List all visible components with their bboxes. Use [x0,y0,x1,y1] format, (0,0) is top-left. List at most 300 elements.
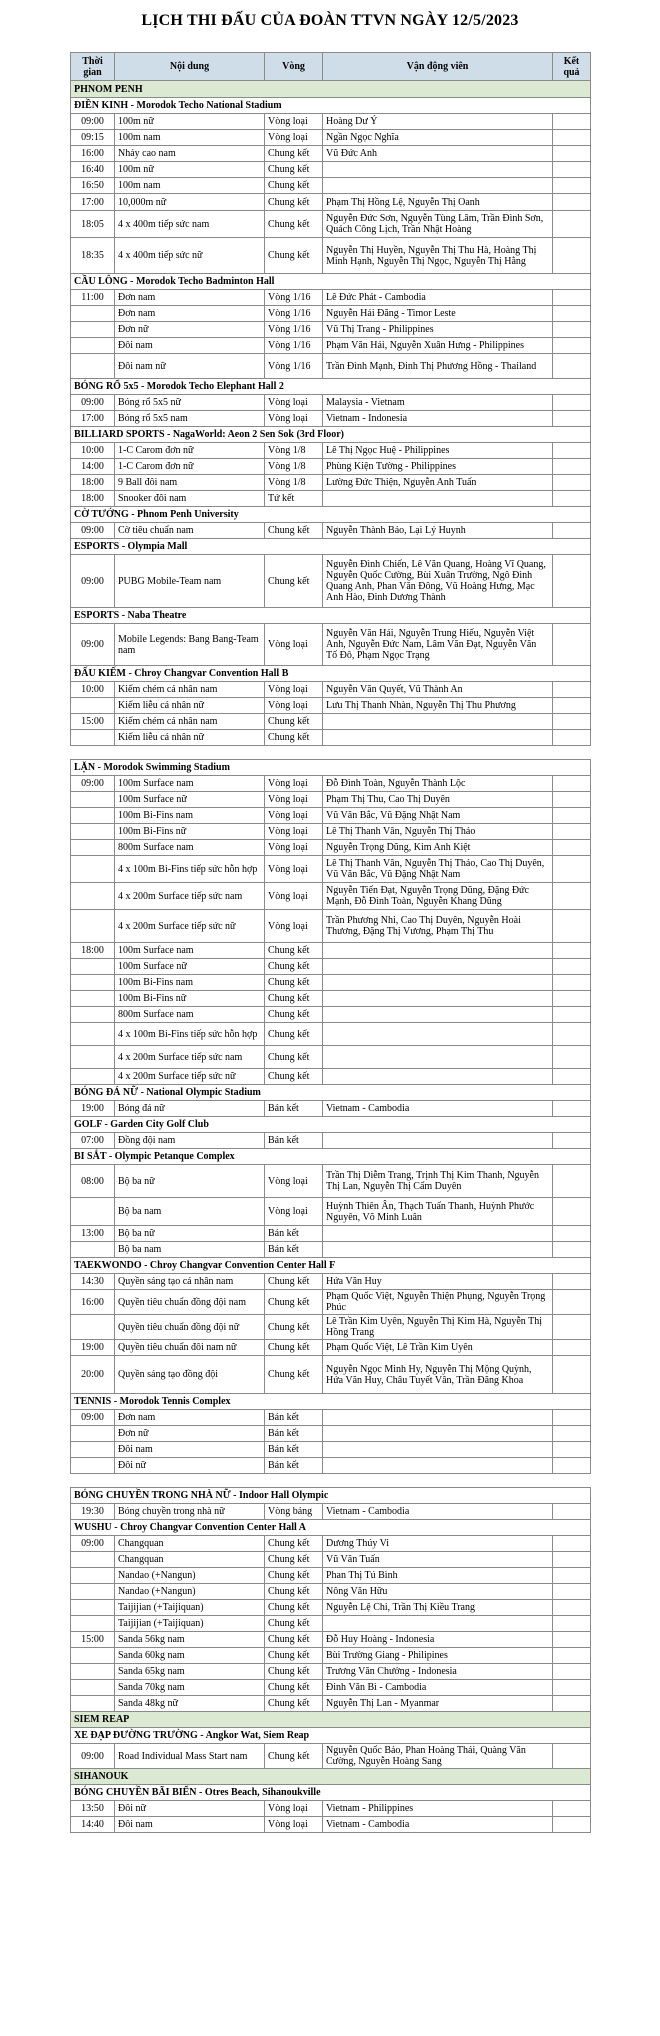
athletes-cell [323,1458,553,1474]
event-cell: 100m Bi-Fins nam [115,808,265,824]
venue-row [71,1785,591,1801]
athletes-cell [323,1616,553,1632]
result-cell [553,1356,591,1394]
venue-row [71,507,591,523]
event-cell: Đơn nam [115,290,265,306]
result-cell [553,1046,591,1069]
event-row [71,856,591,883]
event-row [71,1356,591,1394]
round-cell: Vòng loại [265,114,323,130]
round-cell: Vòng bảng [265,1504,323,1520]
event-row [71,1536,591,1552]
athletes-cell [323,943,553,959]
event-cell: 100m nữ [115,114,265,130]
round-cell: Vòng loại [265,682,323,698]
event-row [71,290,591,306]
result-cell [553,114,591,130]
round-cell: Vòng loại [265,130,323,146]
event-row [71,1165,591,1198]
event-row [71,306,591,322]
time-cell: 09:00 [71,1410,115,1426]
result-cell [553,1536,591,1552]
time-cell [71,975,115,991]
event-row [71,1426,591,1442]
round-cell: Vòng loại [265,808,323,824]
time-cell [71,338,115,354]
venue-name: LẶN - Morodok Swimming Stadium [71,760,591,776]
time-cell: 14:40 [71,1817,115,1833]
event-cell: Road Individual Mass Start nam [115,1744,265,1769]
event-row [71,178,591,194]
result-cell [553,491,591,507]
page-title: LỊCH THI ĐẤU CỦA ĐOÀN TTVN NGÀY 12/5/2023 [141,12,519,29]
athletes-cell [323,162,553,178]
result-cell [553,1664,591,1680]
athletes-cell: Nguyễn Trọng Dũng, Kim Anh Kiệt [323,840,553,856]
event-row [71,1568,591,1584]
city-row [71,1712,591,1728]
event-cell: 100m Surface nam [115,776,265,792]
venue-name: BÓNG RỔ 5x5 - Morodok Techo Elephant Hall 2 [71,379,591,395]
time-cell: 13:50 [71,1801,115,1817]
venue-row [71,1117,591,1133]
event-cell: Taijijian (+Taijiquan) [115,1616,265,1632]
event-row [71,824,591,840]
event-row [71,194,591,211]
time-cell [71,1007,115,1023]
athletes-cell: Vũ Văn Tuấn [323,1552,553,1568]
result-cell [553,1315,591,1340]
round-cell: Chung kết [265,1632,323,1648]
result-cell [553,322,591,338]
result-cell [553,238,591,274]
venue-name: ESPORTS - Olympia Mall [71,539,591,555]
result-cell [553,290,591,306]
venue-name: TENNIS - Morodok Tennis Complex [71,1394,591,1410]
athletes-cell: Vietnam - Cambodia [323,1101,553,1117]
athletes-cell: Nguyễn Thị Huyền, Nguyễn Thị Thu Hà, Hoàng Thị Minh Hạnh, Nguyễn Thị Ngọc, Nguyễn Thị Hằng [323,238,553,274]
athletes-cell: Trần Đình Mạnh, Đinh Thị Phương Hồng - Thailand [323,354,553,379]
event-row [71,1290,591,1315]
time-cell: 18:05 [71,211,115,238]
event-row [71,1198,591,1226]
event-row [71,1133,591,1149]
event-cell: Bộ ba nam [115,1242,265,1258]
event-cell: Đôi nam [115,338,265,354]
result-cell [553,856,591,883]
time-cell [71,910,115,943]
athletes-cell: Phùng Kiện Tường - Philippines [323,459,553,475]
athletes-cell: Đỗ Đình Toàn, Nguyễn Thành Lộc [323,776,553,792]
event-cell: Sanda 65kg nam [115,1664,265,1680]
result-cell [553,523,591,539]
event-row [71,1410,591,1426]
venue-row [71,539,591,555]
event-cell: 100m Bi-Fins nam [115,975,265,991]
event-cell: Sanda 60kg nam [115,1648,265,1664]
event-cell: 4 x 400m tiếp sức nữ [115,238,265,274]
result-cell [553,555,591,608]
event-cell: Kiếm chém cá nhân nam [115,714,265,730]
event-row [71,1340,591,1356]
event-cell: Đơn nữ [115,1426,265,1442]
time-cell [71,698,115,714]
time-cell: 18:35 [71,238,115,274]
time-cell: 19:30 [71,1504,115,1520]
round-cell: Chung kết [265,1340,323,1356]
round-cell: Chung kết [265,1552,323,1568]
event-cell: Bóng chuyền trong nhà nữ [115,1504,265,1520]
venue-row [71,427,591,443]
round-cell: Vòng loại [265,792,323,808]
athletes-cell: Vietnam - Indonesia [323,411,553,427]
event-row [71,555,591,608]
result-cell [553,162,591,178]
athletes-cell: Vietnam - Cambodia [323,1504,553,1520]
venue-name: ĐIỀN KINH - Morodok Techo National Stadium [71,98,591,114]
result-cell [553,411,591,427]
event-row [71,1069,591,1085]
venue-name: ESPORTS - Naba Theatre [71,608,591,624]
result-cell [553,1584,591,1600]
time-cell [71,1198,115,1226]
round-cell: Chung kết [265,1069,323,1085]
athletes-cell: Lưu Thị Thanh Nhàn, Nguyễn Thị Thu Phương [323,698,553,714]
result-cell [553,395,591,411]
result-cell [553,1007,591,1023]
round-cell: Chung kết [265,1046,323,1069]
result-cell [553,991,591,1007]
time-cell [71,1616,115,1632]
round-cell: Bán kết [265,1226,323,1242]
athletes-cell: Nguyễn Văn Quyết, Vũ Thành An [323,682,553,698]
athletes-cell: Nguyễn Quốc Bảo, Phan Hoàng Thái, Quàng Văn Cường, Nguyễn Hoàng Sang [323,1744,553,1769]
result-cell [553,1616,591,1632]
round-cell: Chung kết [265,1274,323,1290]
athletes-cell: Trần Phương Nhi, Cao Thị Duyên, Nguyễn Hoài Thương, Đặng Thị Vương, Phạm Thị Thu [323,910,553,943]
round-cell: Chung kết [265,1568,323,1584]
event-cell: 800m Surface nam [115,840,265,856]
time-cell [71,1600,115,1616]
round-cell: Vòng 1/16 [265,322,323,338]
time-cell [71,1458,115,1474]
header-athletes: Vận động viên [323,53,553,81]
event-cell: Quyền tiêu chuẩn đồng đội nữ [115,1315,265,1340]
result-cell [553,1069,591,1085]
event-cell: Cờ tiêu chuẩn nam [115,523,265,539]
event-row [71,698,591,714]
result-cell [553,1568,591,1584]
event-row [71,1552,591,1568]
city-row [71,81,591,98]
venue-row [71,608,591,624]
athletes-cell [323,1410,553,1426]
round-cell: Chung kết [265,1584,323,1600]
round-cell: Chung kết [265,1600,323,1616]
time-cell [71,1069,115,1085]
event-cell: 100m Bi-Fins nữ [115,824,265,840]
time-cell: 13:00 [71,1226,115,1242]
event-cell: Kiếm liễu cá nhân nữ [115,730,265,746]
time-cell [71,1664,115,1680]
time-cell: 09:00 [71,555,115,608]
athletes-cell: Nguyễn Thành Bảo, Lại Lý Huynh [323,523,553,539]
round-cell: Vòng loại [265,698,323,714]
venue-name: BI SẮT - Olympic Petanque Complex [71,1149,591,1165]
event-cell: Nhảy cao nam [115,146,265,162]
venue-name: WUSHU - Chroy Changvar Convention Center Hall A [71,1520,591,1536]
result-cell [553,130,591,146]
round-cell: Chung kết [265,714,323,730]
result-cell [553,459,591,475]
time-cell: 17:00 [71,411,115,427]
round-cell: Chung kết [265,1023,323,1046]
result-cell [553,1410,591,1426]
event-row [71,1696,591,1712]
athletes-cell: Phạm Văn Hải, Nguyễn Xuân Hưng - Philippines [323,338,553,354]
event-row [71,943,591,959]
time-cell: 16:00 [71,1290,115,1315]
round-cell: Vòng 1/16 [265,354,323,379]
time-cell [71,1584,115,1600]
event-row [71,1101,591,1117]
event-row [71,840,591,856]
athletes-cell [323,1242,553,1258]
header-event: Nội dung [115,53,265,81]
time-cell: 14:00 [71,459,115,475]
event-cell: Bóng đá nữ [115,1101,265,1117]
result-cell [553,808,591,824]
athletes-cell [323,714,553,730]
event-cell: Nandao (+Nangun) [115,1584,265,1600]
athletes-cell [323,1069,553,1085]
event-row [71,354,591,379]
venue-row [71,98,591,114]
event-row [71,338,591,354]
result-cell [553,714,591,730]
round-cell: Vòng 1/8 [265,443,323,459]
city-name: SIEM REAP [71,1712,591,1728]
round-cell: Chung kết [265,1680,323,1696]
result-cell [553,1680,591,1696]
venue-row [71,274,591,290]
athletes-cell: Nguyễn Đức Sơn, Nguyễn Tùng Lâm, Trần Đình Sơn, Quách Công Lịch, Trần Nhật Hoàng [323,211,553,238]
round-cell: Vòng loại [265,395,323,411]
event-row [71,523,591,539]
time-cell [71,1680,115,1696]
event-cell: Đôi nữ [115,1801,265,1817]
result-cell [553,910,591,943]
result-cell [553,682,591,698]
venue-name: TAEKWONDO - Chroy Changvar Convention Center Hall F [71,1258,591,1274]
round-cell: Chung kết [265,1648,323,1664]
athletes-cell: Lê Trần Kim Uyên, Nguyễn Thị Kim Hà, Nguyễn Thị Hồng Trang [323,1315,553,1340]
event-row [71,1600,591,1616]
event-row [71,395,591,411]
athletes-cell: Phạm Quốc Việt, Lê Trần Kim Uyên [323,1340,553,1356]
venue-row [71,1488,591,1504]
athletes-cell [323,1426,553,1442]
event-cell: Quyền tiêu chuẩn đôi nam nữ [115,1340,265,1356]
venue-row [71,1520,591,1536]
event-row [71,1315,591,1340]
venue-row [71,760,591,776]
athletes-cell: Lường Đức Thiện, Nguyễn Anh Tuấn [323,475,553,491]
venue-row [71,1149,591,1165]
round-cell: Vòng loại [265,776,323,792]
round-cell: Vòng loại [265,840,323,856]
athletes-cell: Lê Thị Thanh Vân, Nguyễn Thị Thảo [323,824,553,840]
event-row [71,1584,591,1600]
round-cell: Chung kết [265,1356,323,1394]
athletes-cell [323,1046,553,1069]
result-cell [553,943,591,959]
result-cell [553,146,591,162]
event-cell: 4 x 200m Surface tiếp sức nam [115,883,265,910]
event-cell: 4 x 100m Bi-Fins tiếp sức hỗn hợp [115,856,265,883]
spacer-cell [71,1474,591,1488]
athletes-cell: Malaysia - Vietnam [323,395,553,411]
athletes-cell [323,1007,553,1023]
event-row [71,1744,591,1769]
result-cell [553,1442,591,1458]
venue-name: BILLIARD SPORTS - NagaWorld: Aeon 2 Sen Sok (3rd Floor) [71,427,591,443]
round-cell: Vòng 1/16 [265,338,323,354]
result-cell [553,1023,591,1046]
city-row [71,1769,591,1785]
round-cell: Chung kết [265,730,323,746]
time-cell: 10:00 [71,443,115,459]
event-cell: Changquan [115,1536,265,1552]
time-cell: 18:00 [71,491,115,507]
event-cell: Bộ ba nam [115,1198,265,1226]
event-row [71,1632,591,1648]
time-cell: 07:00 [71,1133,115,1149]
venue-name: CẦU LÔNG - Morodok Techo Badminton Hall [71,274,591,290]
city-name: PHNOM PENH [71,81,591,98]
event-row [71,624,591,666]
time-cell [71,1426,115,1442]
round-cell: Chung kết [265,211,323,238]
event-cell: Đơn nam [115,306,265,322]
result-cell [553,1504,591,1520]
time-cell: 17:00 [71,194,115,211]
event-row [71,411,591,427]
event-row [71,1458,591,1474]
time-cell: 09:00 [71,523,115,539]
result-cell [553,1133,591,1149]
athletes-cell: Hứa Văn Huy [323,1274,553,1290]
round-cell: Chung kết [265,943,323,959]
time-cell [71,354,115,379]
event-row [71,776,591,792]
result-cell [553,1648,591,1664]
time-cell: 19:00 [71,1340,115,1356]
event-row [71,975,591,991]
event-row [71,792,591,808]
time-cell [71,856,115,883]
time-cell [71,1442,115,1458]
round-cell: Bán kết [265,1426,323,1442]
event-cell: Đơn nữ [115,322,265,338]
round-cell: Chung kết [265,1007,323,1023]
result-cell [553,1744,591,1769]
event-cell: 4 x 200m Surface tiếp sức nữ [115,1069,265,1085]
round-cell: Vòng loại [265,411,323,427]
athletes-cell: Lê Thị Ngọc Huệ - Philippines [323,443,553,459]
result-cell [553,1817,591,1833]
event-row [71,1242,591,1258]
event-cell: Kiếm liễu cá nhân nữ [115,698,265,714]
event-row [71,114,591,130]
time-cell [71,1648,115,1664]
athletes-cell [323,1226,553,1242]
event-cell: 4 x 200m Surface tiếp sức nữ [115,910,265,943]
athletes-cell [323,959,553,975]
athletes-cell: Đỗ Huy Hoàng - Indonesia [323,1632,553,1648]
event-row [71,1680,591,1696]
athletes-cell [323,1023,553,1046]
round-cell: Chung kết [265,1315,323,1340]
event-cell: 4 x 200m Surface tiếp sức nam [115,1046,265,1069]
result-cell [553,730,591,746]
time-cell: 09:00 [71,624,115,666]
round-cell: Vòng loại [265,1165,323,1198]
result-cell [553,306,591,322]
event-row [71,730,591,746]
time-cell [71,1242,115,1258]
event-row [71,959,591,975]
event-row [71,714,591,730]
event-cell: 4 x 100m Bi-Fins tiếp sức hỗn hợp [115,1023,265,1046]
round-cell: Vòng loại [265,1817,323,1833]
round-cell: Chung kết [265,1616,323,1632]
time-cell: 09:00 [71,114,115,130]
header-result: Kết quả [553,53,591,81]
round-cell: Tứ kết [265,491,323,507]
round-cell: Bán kết [265,1410,323,1426]
round-cell: Vòng 1/16 [265,290,323,306]
result-cell [553,1101,591,1117]
event-cell: Taijijian (+Taijiquan) [115,1600,265,1616]
time-cell: 09:00 [71,776,115,792]
athletes-cell [323,991,553,1007]
athletes-cell: Ngần Ngọc Nghĩa [323,130,553,146]
time-cell: 20:00 [71,1356,115,1394]
event-row [71,1801,591,1817]
athletes-cell: Huỳnh Thiên Ân, Thạch Tuấn Thanh, Huỳnh Phước Nguyên, Võ Minh Luân [323,1198,553,1226]
event-cell: Đơn nam [115,1410,265,1426]
result-cell [553,883,591,910]
result-cell [553,178,591,194]
time-cell [71,959,115,975]
round-cell: Vòng 1/8 [265,475,323,491]
event-cell: Mobile Legends: Bang Bang-Team nam [115,624,265,666]
venue-name: XE ĐẠP ĐƯỜNG TRƯỜNG - Angkor Wat, Siem Reap [71,1728,591,1744]
athletes-cell [323,1442,553,1458]
event-row [71,211,591,238]
athletes-cell: Vũ Thị Trang - Philippines [323,322,553,338]
result-cell [553,1458,591,1474]
event-row [71,991,591,1007]
schedule-table [70,52,591,1833]
time-cell [71,306,115,322]
result-cell [553,1696,591,1712]
event-cell: Quyền tiêu chuẩn đồng đội nam [115,1290,265,1315]
venue-name: BÓNG ĐÁ NỮ - National Olympic Stadium [71,1085,591,1101]
round-cell: Vòng loại [265,824,323,840]
athletes-cell: Trần Thị Diễm Trang, Trịnh Thị Kim Thanh, Nguyễn Thị Lan, Nguyễn Thị Cẩm Duyên [323,1165,553,1198]
